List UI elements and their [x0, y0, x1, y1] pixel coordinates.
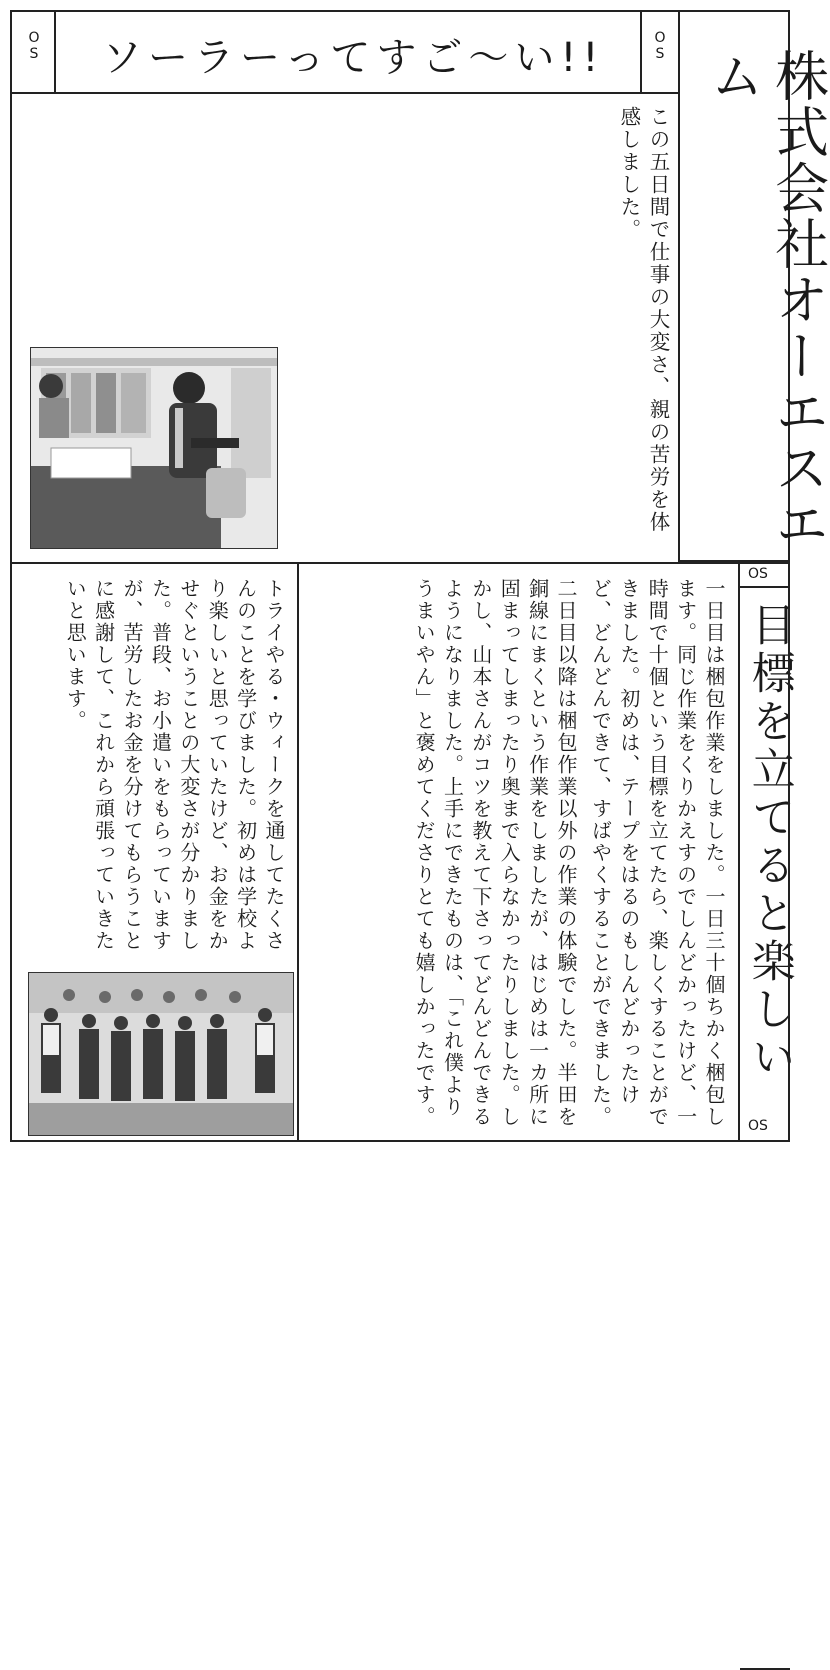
title-divider-left	[54, 12, 56, 94]
bottom-section-box	[10, 562, 740, 1142]
company-box	[678, 10, 830, 562]
goal-heading-frame	[738, 562, 790, 1142]
bottom-right-article	[308, 578, 728, 1128]
group-photo-image	[29, 973, 293, 1135]
bottom-right-para-1: 一日目は梱包作業をしました。一日三十個ちかく梱包します。同じ作業をくりかえすのでしんどかったけど、一時間で十個という目標を立てたら、楽しくすることができました。初めは、テープをはるのもしんどかったけど、どんどんできて、すばやくすることができました。	[588, 578, 726, 1128]
goal-heading-os-bottom: OS	[748, 1118, 768, 1134]
os-mark-left: OS	[26, 30, 42, 62]
top-article-box	[10, 92, 680, 564]
bottom-divider	[297, 564, 299, 1140]
bottom-left-article	[26, 578, 288, 958]
page-title: ソーラーってすご〜い!!	[102, 35, 605, 81]
os-mark-right: OS	[652, 30, 668, 62]
company-name: 株式会社オーエスエム	[701, 48, 830, 552]
work-photo-image	[31, 348, 277, 548]
top-article-para-1: この五日間で仕事の大変さ、親の苦労を体感しました。	[616, 106, 670, 534]
bottom-right-para-2: 二日目以降は梱包作業以外の作業の体験でした。半田を銅線にまくという作業をしましたが、はじめは一カ所に固まってしまったり奥まで入らなかったりしました。しかし、山本さんがコツを教えて下さってどんどんできるようになりました。上手にできたものは、「これ僕よりうまいやん」と褒めてくださりとても嬉しかったです。	[412, 578, 579, 1128]
title-box	[10, 10, 680, 94]
goal-heading-os-top: OS	[748, 566, 768, 582]
goal-heading: 目標を立てると楽しい	[743, 602, 795, 1082]
title-divider-right	[640, 12, 642, 94]
bottom-left-para-1: トライやる・ウィークを通してたくさんのことを学びました。初めは学校より楽しいと思っていたけど、お金をかせぐということの大変さが分かりました。普段、お小遣いをもらっていますが、苦労したお金を分けてもらうことに感謝して、これから頑張っていきたいと思います。	[63, 578, 286, 952]
group-photo	[28, 972, 294, 1136]
work-photo	[30, 347, 278, 549]
